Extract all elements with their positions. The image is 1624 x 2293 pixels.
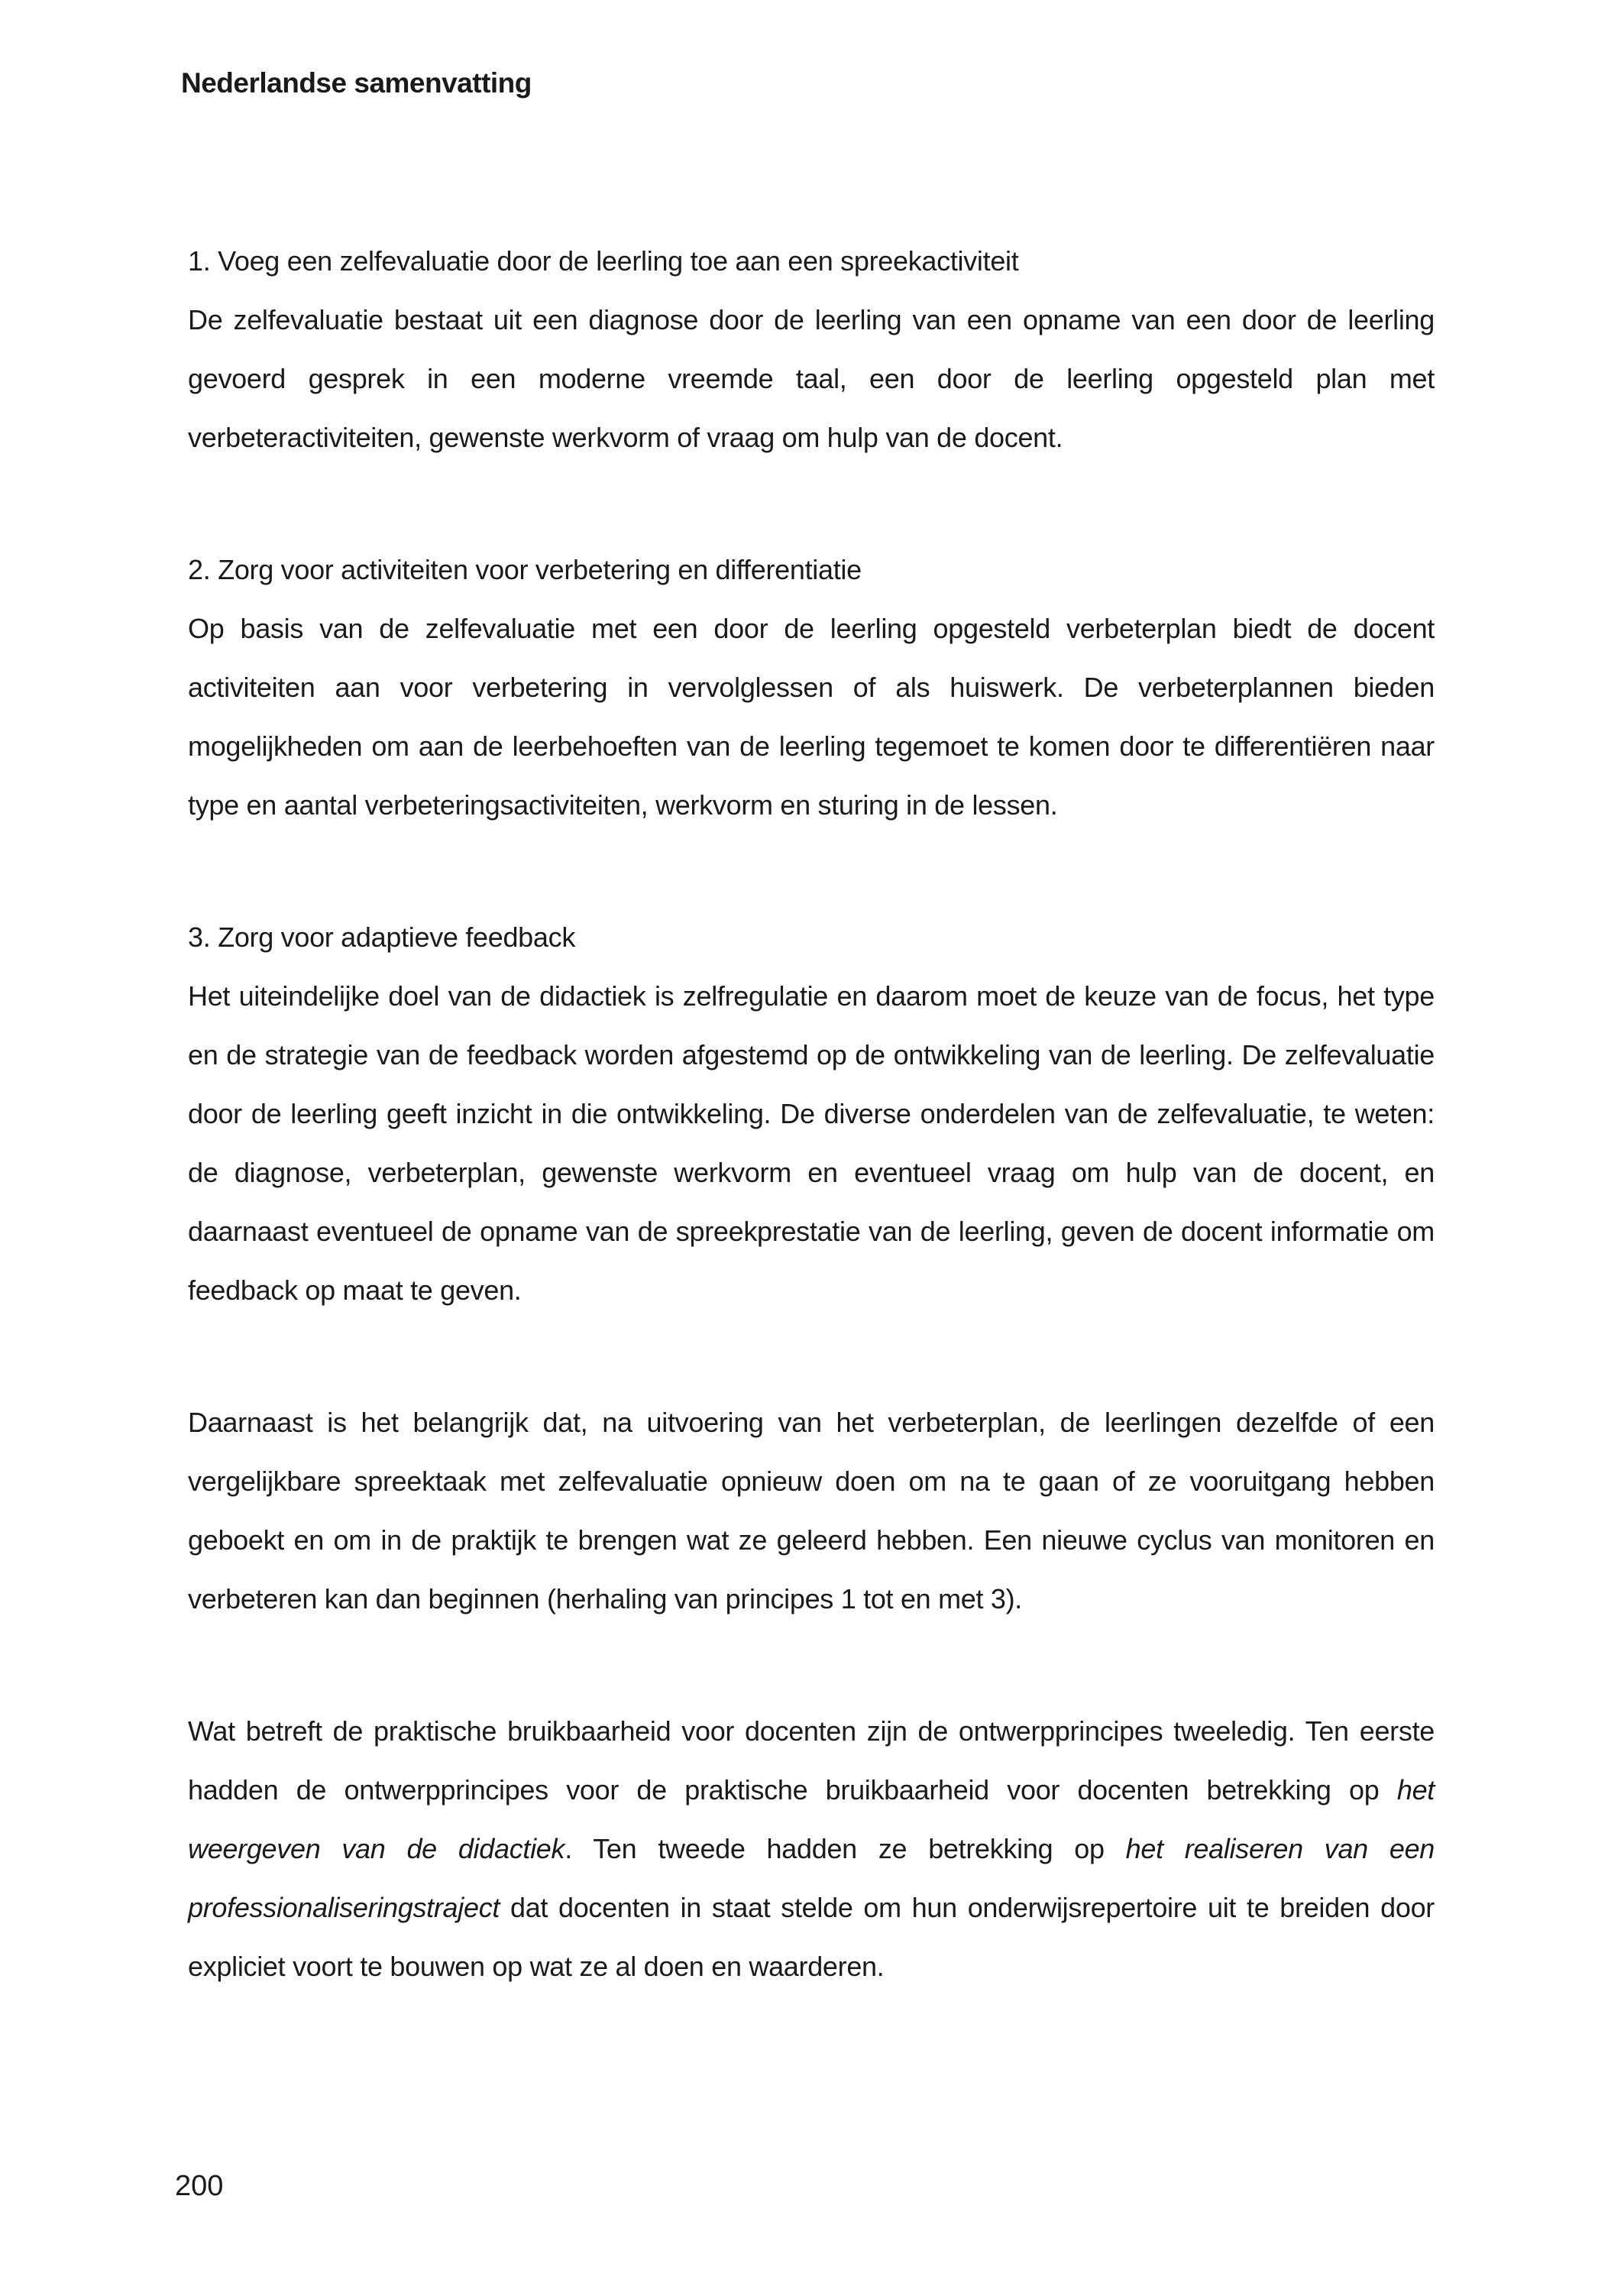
paragraph-text — [188, 1702, 1435, 1996]
paragraph — [188, 1393, 1435, 1628]
section-heading: 2. Zorg voor activiteiten voor verbetering en differentiatie — [188, 554, 862, 585]
paragraph — [188, 908, 1435, 1320]
paragraph-text — [188, 599, 1435, 834]
section-heading: 3. Zorg voor adaptieve feedback — [188, 921, 576, 953]
italic-text-run: het weergeven van de didactiek — [188, 1774, 1435, 1864]
page-content — [188, 232, 1435, 2069]
paragraph-text — [188, 967, 1435, 1320]
section-heading: 1. Voeg een zelfevaluatie door de leerling toe aan een spreekactiviteit — [188, 245, 1019, 277]
text-run: Op basis van de zelfevaluatie met een door de leerling opgesteld verbeterplan biedt de docent activiteiten aan voor verbetering in vervolglessen of als huiswerk. De verbeterplannen bieden mogelijkheden om aan de leerbehoeften van de leerling tegemoet te komen door te differentiëren naar type en aantal verbeteringsactiviteiten, werkvorm en sturing in de lessen. — [188, 613, 1435, 821]
paragraph-text — [188, 1393, 1435, 1628]
text-run: Wat betreft de praktische bruikbaarheid voor docenten zijn de ontwerpprincipes tweeledig. Ten eerste hadden de ontwerpprincipes voor de praktische bruikbaarheid voor docenten betrekking op — [188, 1715, 1435, 1806]
text-run: De zelfevaluatie bestaat uit een diagnose door de leerling van een opname van een door de leerling gevoerd gesprek in een moderne vreemde taal, een door de leerling opgesteld plan met verbeteractiviteiten, gewenste werkvorm of vraag om hulp van de docent. — [188, 304, 1435, 453]
paragraph — [188, 1702, 1435, 1996]
italic-text-run: het realiseren van een professionaliseringstraject — [188, 1833, 1435, 1923]
text-run: dat docenten in staat stelde om hun onderwijsrepertoire uit te breiden door expliciet voort te bouwen op wat ze al doen en waarderen. — [188, 1892, 1435, 1982]
running-header: Nederlandse samenvatting — [181, 67, 532, 99]
paragraph — [188, 232, 1435, 467]
page-number: 200 — [175, 2170, 224, 2202]
paragraph-text — [188, 290, 1435, 467]
text-run: Daarnaast is het belangrijk dat, na uitvoering van het verbeterplan, de leerlingen dezelfde of een vergelijkbare spreektaak met zelfevaluatie opnieuw doen om na te gaan of ze vooruitgang hebben geboekt en om in de praktijk te brengen wat ze geleerd hebben. Een nieuwe cyclus van monitoren en verbeteren kan dan beginnen (herhaling van principes 1 tot en met 3). — [188, 1407, 1435, 1614]
text-run: Het uiteindelijke doel van de didactiek is zelfregulatie en daarom moet de keuze van de focus, het type en de strategie van de feedback worden afgestemd op de ontwikkeling van de leerling. De zelfevaluatie door de leerling geeft inzicht in die ontwikkeling. De diverse onderdelen van de zelfevaluatie, te weten: de diagnose, verbeterplan, gewenste werkvorm en eventueel vraag om hulp van de docent, en daarnaast eventueel de opname van de spreekprestatie van de leerling, geven de docent informatie om feedback op maat te geven. — [188, 980, 1435, 1306]
text-run: . Ten tweede hadden ze betrekking op — [565, 1833, 1126, 1864]
paragraph — [188, 540, 1435, 834]
